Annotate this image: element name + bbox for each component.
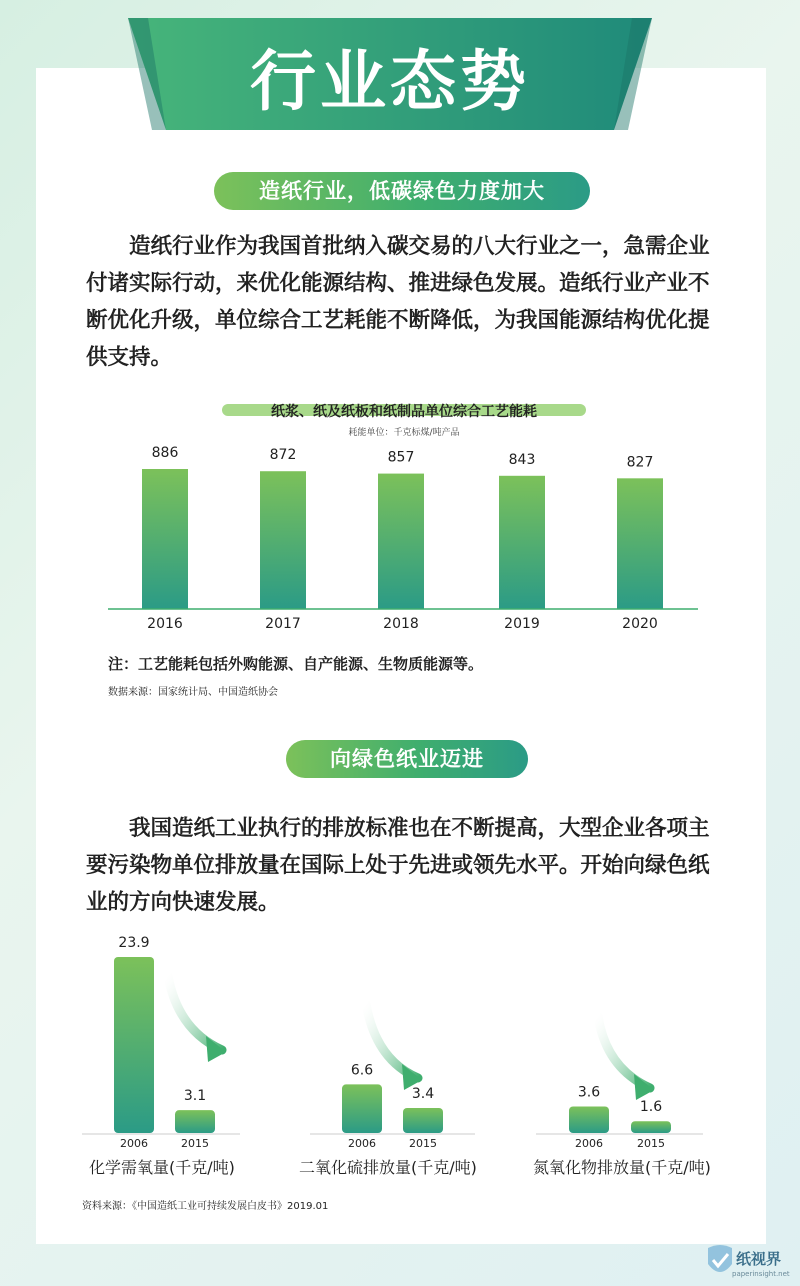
bar-2015 (403, 1108, 443, 1133)
tick-label-2017: 2017 (265, 616, 301, 632)
section-heading-green-paper: 向绿色纸业迈进 (286, 740, 528, 778)
tick-label-2019: 2019 (504, 616, 540, 632)
decrease-arrow-icon (598, 1016, 650, 1088)
section-heading-low-carbon: 造纸行业，低碳绿色力度加大 (214, 172, 590, 210)
metric-label: 二氧化硫排放量(千克/吨) (299, 1158, 477, 1177)
data-label-2015: 3.4 (411, 1085, 435, 1102)
page-title: 行业态势 (250, 43, 530, 120)
data-label-2018: 857 (387, 449, 415, 466)
bar-2006 (342, 1084, 382, 1133)
bar-2006 (569, 1106, 609, 1133)
data-label-2019: 843 (508, 451, 536, 468)
metric-label: 化学需氧量(千克/吨) (89, 1158, 235, 1177)
data-label-2006: 3.6 (577, 1084, 601, 1101)
tick-label-2015: 2015 (637, 1137, 665, 1150)
watermark-url: paperinsight.net (732, 1270, 790, 1278)
chart-subtitle: 耗能单位：千克标煤/吨产品 (348, 428, 460, 438)
chart-note: 注：工艺能耗包括外购能源、自产能源、生物质能源等。 (108, 655, 484, 673)
tick-label-2006: 2006 (575, 1137, 603, 1150)
data-label-2006: 23.9 (118, 935, 150, 951)
tick-label-2015: 2015 (181, 1137, 209, 1150)
chart-title: 纸浆、纸及纸板和纸制品单位综合工艺能耗 (271, 404, 537, 420)
data-label-2015: 3.1 (183, 1088, 207, 1105)
tick-label-2020: 2020 (622, 616, 658, 632)
bar-2015 (175, 1110, 215, 1133)
tick-label-2006: 2006 (120, 1137, 148, 1150)
tick-label-2016: 2016 (147, 616, 183, 632)
tick-label-2015: 2015 (409, 1137, 437, 1150)
bar-2006 (114, 957, 154, 1133)
data-label-2017: 872 (269, 447, 297, 464)
tick-label-2006: 2006 (348, 1137, 376, 1150)
emissions-source: 资料来源：《中国造纸工业可持续发展白皮书》2019.01 (82, 1201, 329, 1212)
data-label-2020: 827 (626, 454, 654, 471)
section2-paragraph: 我国造纸工业执行的排放标准也在不断提高，大型企业各项主要污染物单位排放量在国际上处于先进或领先水平。开始向绿色纸业的方向快速发展。 (86, 816, 710, 915)
watermark-text: 纸视界 (736, 1250, 782, 1268)
bar-2015 (631, 1121, 671, 1133)
data-label-2006: 6.6 (350, 1062, 374, 1079)
data-label-2016: 886 (151, 445, 179, 461)
decrease-arrow-icon (168, 976, 222, 1050)
metric-label: 氮氧化物排放量(千克/吨) (533, 1158, 711, 1177)
data-label-2015: 1.6 (639, 1099, 663, 1116)
tick-label-2018: 2018 (383, 616, 419, 632)
chart-source: 数据来源：国家统计局、中国造纸协会 (108, 687, 278, 698)
decrease-arrow-icon (366, 1004, 418, 1078)
section1-paragraph: 造纸行业作为我国首批纳入碳交易的八大行业之一，急需企业付诸实际行动，来优化能源结构、推进绿色发展。造纸行业产业不断优化升级，单位综合工艺耗能不断降低，为我国能源结构优化提供支持。 (86, 234, 710, 370)
